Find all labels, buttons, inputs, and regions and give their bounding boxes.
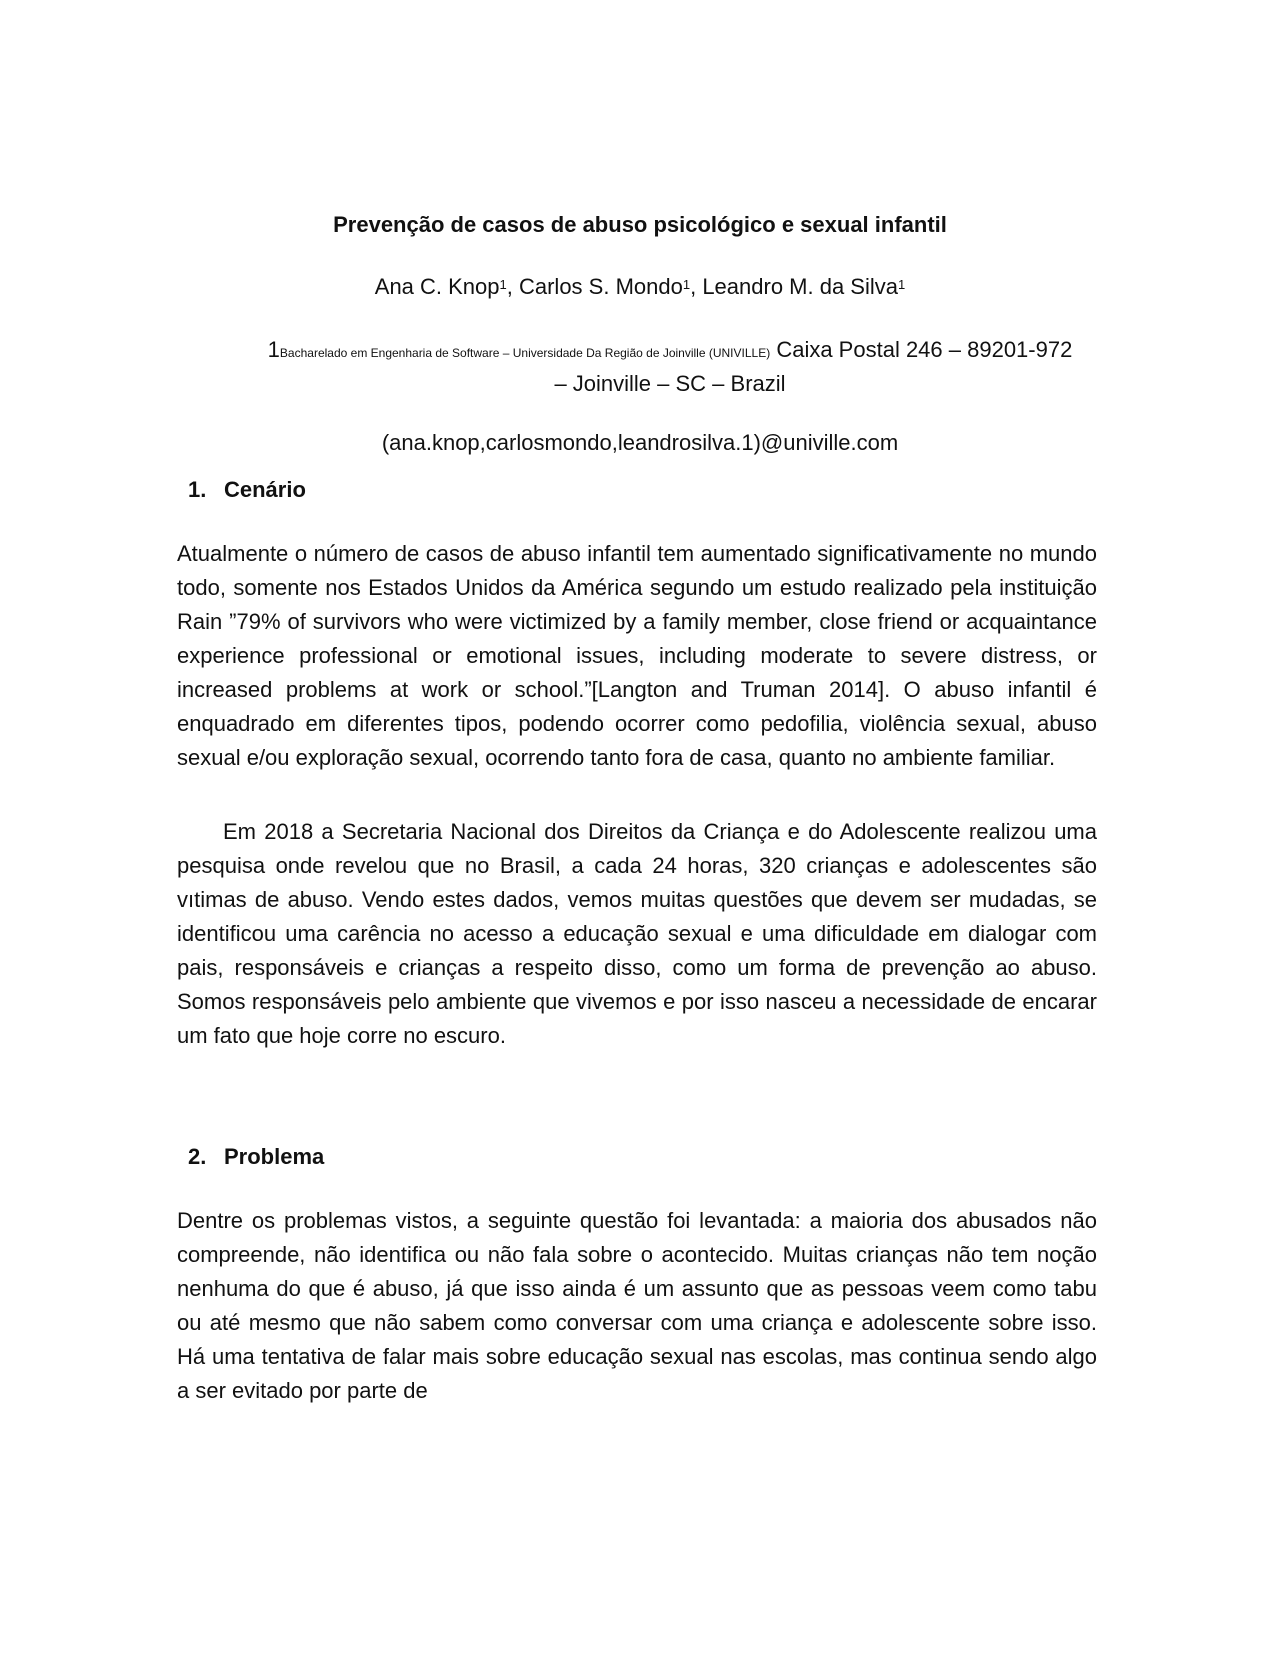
section-number: 2. (188, 1144, 207, 1169)
paragraph-cenario-2: Em 2018 a Secretaria Nacional dos Direitos da Criança e do Adolescente realizou uma pesquisa onde revelou que no Brasil, a cada 24 horas, 320 crianças e adolescentes são vıtimas de abuso. Vendo estes dados, vemos muitas questões que devem ser mudadas, se identificou uma carência no acesso a educação sexual e uma dificuldade em dialogar com pais, responsáveis e crianças a respeito disso, como um forma de prevenção ao abuso. Somos responsáveis pelo ambiente que vivemos e por isso nasceu a necessidade de encarar um fato que hoje corre no escuro. (177, 819, 1097, 1048)
section-title: Cenário (224, 477, 306, 502)
affiliation-block (180, 333, 1160, 401)
affiliation-mark: 1 (897, 277, 906, 292)
paragraph-cenario-1: Atualmente o número de casos de abuso infantil tem aumentado significativamente no mundo todo, somente nos Estados Unidos da América segundo um estudo realizado pela instituição Rain ”79% of survivors who were victimized by a family member, close friend or acquaintance experience professional or emotional issues, including moderate to severe distress, or increased problems at work or school.”[Langton and Truman 2014]. O abuso infantil é enquadrado em diferentes tipos, podendo ocorrer como pedofilia, violência sexual, abuso sexual e/ou exploração sexual, ocorrendo tanto fora de casa, quanto no ambiente familiar. (177, 541, 1097, 770)
paper-title: Prevenção de casos de abuso psicológico e sexual infantil (333, 212, 947, 237)
section-heading-problema (188, 1142, 324, 1172)
author-name: Leandro M. da Silva (702, 274, 898, 299)
author-separator: , (690, 274, 703, 299)
affiliation-number: 1 (267, 337, 280, 362)
author-name: Ana C. Knop (374, 274, 500, 299)
section-heading-cenario (188, 475, 306, 505)
author-email: (ana.knop,carlosmondo,leandrosilva.1)@univille.com (381, 430, 899, 455)
author-name: Carlos S. Mondo (518, 274, 683, 299)
section-title: Problema (224, 1144, 325, 1169)
affiliation-institution: Bacharelado em Engenharia de Software – Universidade Da Região de Joinville (UNIVILLE) (279, 346, 771, 360)
affiliation-mark: 1 (499, 277, 507, 292)
affiliation-mark: 1 (682, 277, 691, 292)
affiliation-address: Caixa Postal 246 – 89201-972 (776, 337, 1073, 362)
author-list (0, 272, 1280, 302)
section-number: 1. (188, 477, 207, 502)
author-separator: , (506, 274, 519, 299)
affiliation-city: – Joinville – SC – Brazil (554, 371, 786, 396)
paragraph-problema-1: Dentre os problemas vistos, a seguinte questão foi levantada: a maioria dos abusados não compreende, não identifica ou não fala sobre o acontecido. Muitas crianças não tem noção nenhuma do que é abuso, já que isso ainda é um assunto que as pessoas veem como tabu ou até mesmo que não sabem como conversar com uma criança e adolescente sobre isso. Há uma tentativa de falar mais sobre educação sexual nas escolas, mas continua sendo algo a ser evitado por parte de (177, 1208, 1097, 1403)
